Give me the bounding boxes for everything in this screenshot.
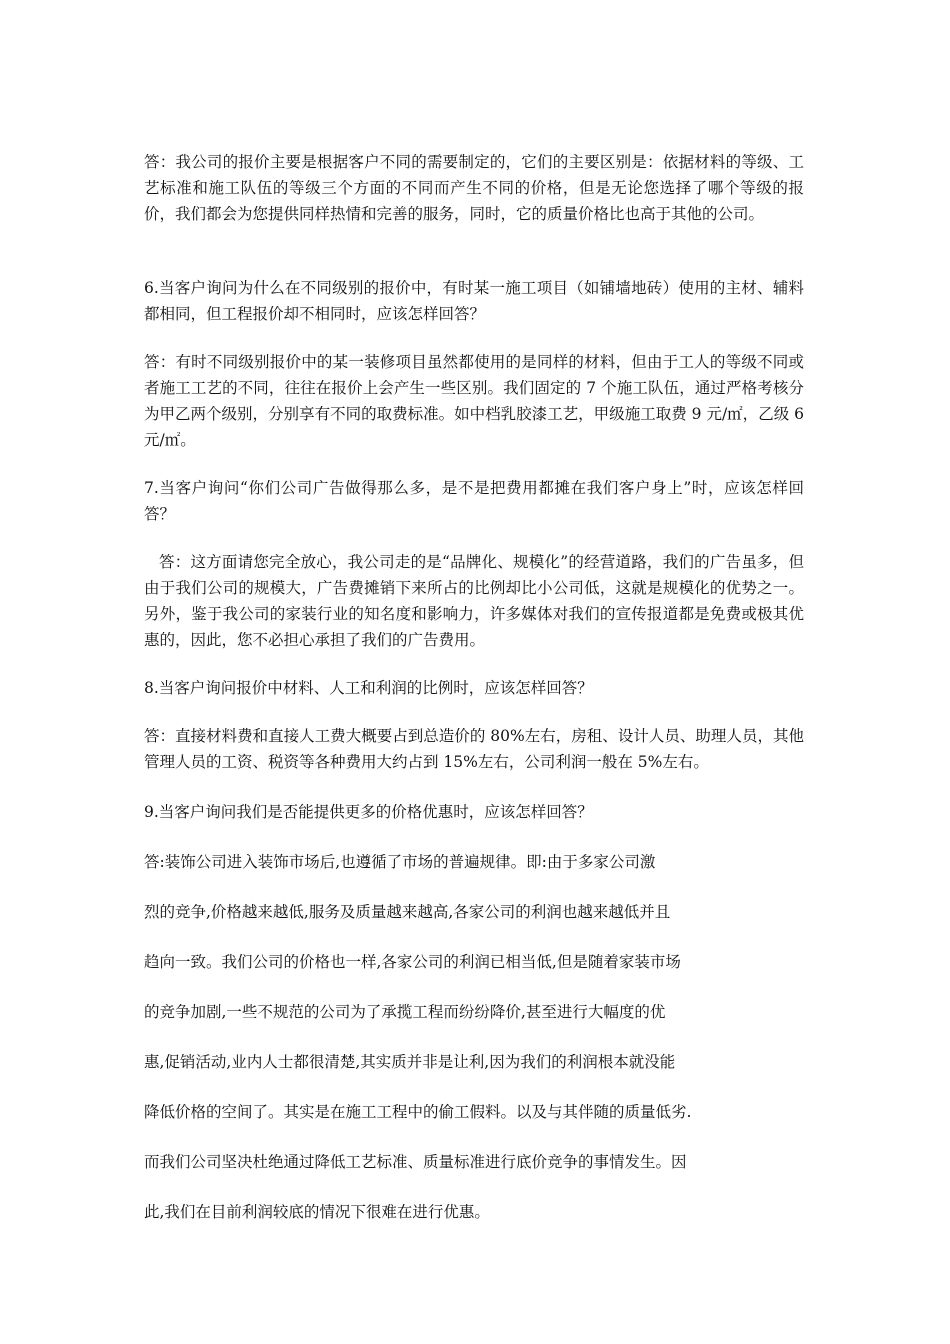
answer-9-line: 降低价格的空间了。其实是在施工工程中的偷工假料。以及与其伴随的质量低劣. (144, 1103, 692, 1121)
answer-9-line: 烈的竞争,价格越来越低,服务及质量越来越高,各家公司的利润也越来越低并且 (144, 903, 671, 921)
answer-9-line: 惠,促销活动,业内人士都很清楚,其实质并非是让利,因为我们的利润根本就没能 (144, 1053, 676, 1071)
answer-9-line: 的竞争加剧,一些不规范的公司为了承揽工程而纷纷降价,甚至进行大幅度的优 (144, 1003, 666, 1021)
question-9-paragraph: 9.当客户询问我们是否能提供更多的价格优惠时，应该怎样回答？ (144, 803, 593, 821)
answer-9-line: 趋向一致。我们公司的价格也一样,各家公司的利润已相当低,但是随着家装市场 (144, 953, 681, 971)
answer-9-line: 而我们公司坚决杜绝通过降低工艺标准、质量标准进行底价竞争的事情发生。因 (144, 1153, 687, 1171)
answer-5-paragraph: 答：我公司的报价主要是根据客户不同的需要制定的，它们的主要区别是：依据材料的等级、工艺标准和施工队伍的等级三个方面的不同而产生不同的价格，但是无论您选择了哪个等级的报价，我们都会为您提供同样热情和完善的服务，同时，它的质量价格比也高于其他的公司。 (144, 153, 804, 223)
answer-7-paragraph: 答：这方面请您完全放心，我公司走的是“品牌化、规模化”的经营道路，我们的广告虽多，但由于我们公司的规模大，广告费摊销下来所占的比例却比小公司低，这就是规模化的优势之一。另外，鉴于我公司的家装行业的知名度和影响力，许多媒体对我们的宣传报道都是免费或极其优惠的，因此，您不必担心承担了我们的广告费用。 (144, 553, 804, 649)
answer-9-line: 答:装饰公司进入装饰市场后,也遵循了市场的普遍规律。即:由于多家公司激 (144, 853, 656, 871)
question-8-paragraph: 8.当客户询问报价中材料、人工和利润的比例时，应该怎样回答？ (144, 679, 593, 697)
question-6-paragraph: 6.当客户询问为什么在不同级别的报价中，有时某一施工项目（如铺墙地砖）使用的主材、辅料都相同，但工程报价却不相同时，应该怎样回答？ (144, 279, 804, 323)
question-7-paragraph: 7.当客户询问“你们公司广告做得那么多，是不是把费用都摊在我们客户身上”时，应该怎样回答？ (144, 479, 804, 523)
answer-6-paragraph: 答：有时不同级别报价中的某一装修项目虽然都使用的是同样的材料，但由于工人的等级不同或者施工工艺的不同，往往在报价上会产生一些区别。我们固定的 7 个施工队伍，通过严格考核分为甲乙两个级别，分别享有不同的取费标准。如中档乳胶漆工艺，甲级施工取费 9 元/㎡，乙级 6 元/㎡。 (144, 353, 804, 449)
answer-9-line: 此,我们在目前利润较底的情况下很难在进行优惠。 (144, 1203, 490, 1221)
answer-8-paragraph: 答：直接材料费和直接人工费大概要占到总造价的 80%左右，房租、设计人员、助理人员，其他管理人员的工资、税资等各种费用大约占到 15%左右，公司利润一般在 5%左右。 (144, 727, 804, 771)
